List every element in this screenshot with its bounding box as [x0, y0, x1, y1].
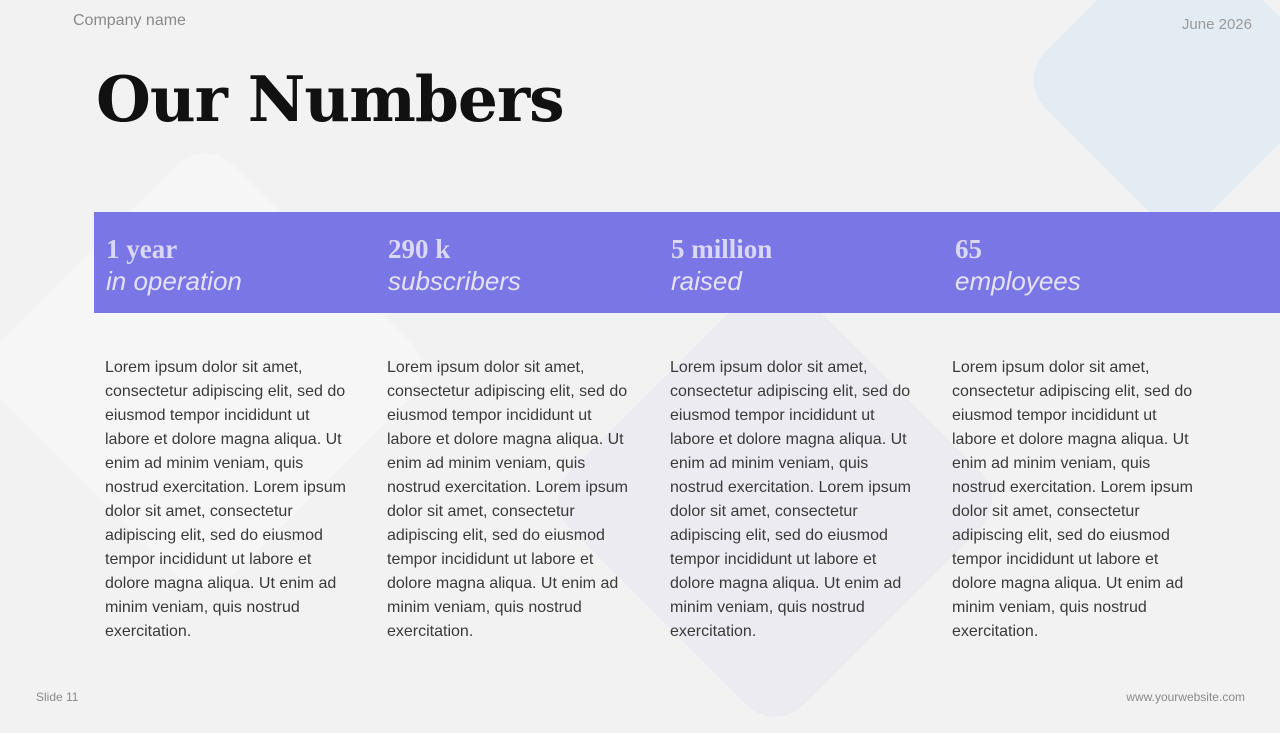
column-text-2: Lorem ipsum dolor sit amet, consectetur adipiscing elit, sed do eiusmod tempor incididunt ut labore et dolore magna aliqua. Ut enim ad minim veniam, quis nostrud exercitation. Lorem ipsum dolor sit amet, consectetur adipiscing elit, sed do eiusmod tempor incididunt ut labore et dolore magna aliqua. Ut enim ad minim veniam, quis nostrud exercitation. — [387, 359, 628, 640]
decorative-shape-top-right — [1017, 0, 1280, 243]
stat-value: 290 k — [388, 234, 451, 264]
stat-label: employees — [955, 266, 1081, 296]
stat-label: in operation — [106, 266, 242, 296]
stat-raised — [671, 232, 772, 298]
stat-value: 65 — [955, 234, 982, 264]
stat-value: 5 million — [671, 234, 773, 264]
stat-value: 1 year — [106, 234, 178, 264]
slide-date: June 2026 — [1181, 16, 1252, 33]
stat-label: raised — [671, 266, 742, 296]
website-link[interactable]: www.yourwebsite.com — [1126, 690, 1245, 704]
stat-label: subscribers — [388, 266, 521, 296]
slide-title: Our Numbers — [96, 62, 564, 136]
stat-years — [106, 232, 242, 298]
column-text-3: Lorem ipsum dolor sit amet, consectetur adipiscing elit, sed do eiusmod tempor incididunt ut labore et dolore magna aliqua. Ut enim ad minim veniam, quis nostrud exercitation. Lorem ipsum dolor sit amet, consectetur adipiscing elit, sed do eiusmod tempor incididunt ut labore et dolore magna aliqua. Ut enim ad minim veniam, quis nostrud exercitation. — [670, 359, 911, 640]
stat-employees — [955, 232, 1081, 298]
stats-band — [94, 212, 1280, 313]
stat-subscribers — [388, 232, 521, 298]
slide-number: Slide 11 — [36, 690, 79, 704]
company-name: Company name — [73, 12, 186, 29]
column-text-1: Lorem ipsum dolor sit amet, consectetur adipiscing elit, sed do eiusmod tempor incididunt ut labore et dolore magna aliqua. Ut enim ad minim veniam, quis nostrud exercitation. Lorem ipsum dolor sit amet, consectetur adipiscing elit, sed do eiusmod tempor incididunt ut labore et dolore magna aliqua. Ut enim ad minim veniam, quis nostrud exercitation. — [105, 359, 346, 640]
column-text-4: Lorem ipsum dolor sit amet, consectetur adipiscing elit, sed do eiusmod tempor incididunt ut labore et dolore magna aliqua. Ut enim ad minim veniam, quis nostrud exercitation. Lorem ipsum dolor sit amet, consectetur adipiscing elit, sed do eiusmod tempor incididunt ut labore et dolore magna aliqua. Ut enim ad minim veniam, quis nostrud exercitation. — [952, 359, 1193, 640]
